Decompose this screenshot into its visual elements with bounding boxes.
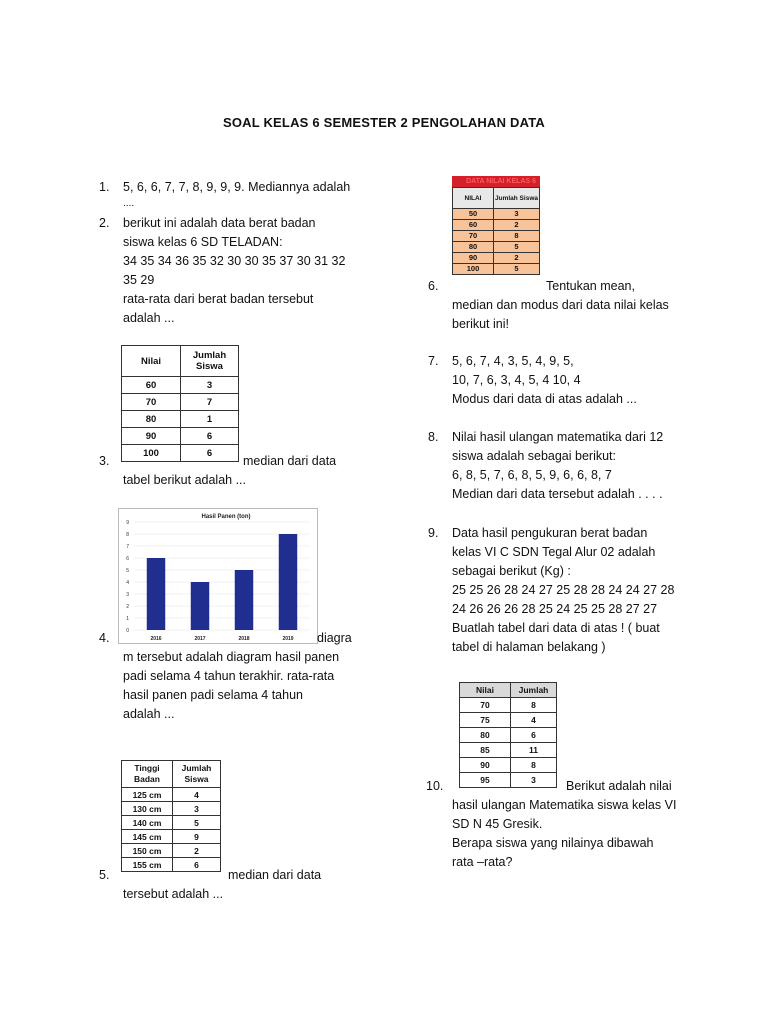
table-row — [453, 242, 540, 253]
table-header: Tinggi Badan — [122, 761, 173, 788]
question-3 — [99, 452, 383, 490]
question-9 — [428, 524, 732, 657]
question-line — [452, 777, 732, 796]
table-cell: 150 cm — [122, 844, 173, 858]
table-cell: 6 — [173, 858, 221, 872]
table-cell: 70 — [460, 698, 511, 713]
table-cell: 6 — [181, 428, 239, 445]
question-line: adalah ... — [123, 707, 175, 721]
y-tick-label: 0 — [126, 628, 129, 634]
y-tick-label: 6 — [126, 556, 129, 562]
question-line: tersebut adalah ... — [123, 887, 224, 901]
question-line: berikut ini! — [452, 317, 509, 331]
question-number: 7. — [428, 354, 439, 368]
question-number: 6. — [428, 279, 439, 293]
question-number: 9. — [428, 526, 439, 540]
bar — [235, 570, 253, 630]
table-header: NILAI — [453, 188, 494, 209]
table-cell: 130 cm — [122, 802, 173, 816]
question-line: Nilai hasil ulangan matematika dari 12 — [452, 430, 664, 444]
table-cell: 90 — [460, 758, 511, 773]
question-line: siswa kelas 6 SD TELADAN: — [123, 235, 283, 249]
question-line: 5, 6, 7, 4, 3, 5, 4, 9, 5, — [452, 354, 574, 368]
table-cell: 3 — [173, 802, 221, 816]
nilai-kelas-table — [452, 187, 540, 275]
table-header: Jumlah — [511, 683, 557, 698]
x-tick-label: 2017 — [194, 636, 206, 642]
question-line: tabel berikut adalah ... — [123, 473, 246, 487]
table-cell: 60 — [453, 220, 494, 231]
question-line: adalah ... — [123, 311, 175, 325]
question-line — [123, 866, 383, 885]
question-line: median dan modus dari data nilai kelas — [452, 298, 669, 312]
question-number: 5. — [99, 868, 110, 882]
question-line: 24 26 26 26 28 25 24 25 25 28 27 27 — [452, 602, 658, 616]
table-row — [122, 844, 221, 858]
question-1 — [99, 178, 383, 211]
table-cell: 90 — [453, 253, 494, 264]
question-line: Berapa siswa yang nilainya dibawah — [452, 836, 654, 850]
table-row — [460, 728, 557, 743]
question-line: 35 29 — [123, 273, 155, 287]
table-cell: 4 — [511, 713, 557, 728]
question-line: padi selama 4 tahun terakhir. rata-rata — [123, 669, 335, 683]
question-line: 10, 7, 6, 3, 4, 5, 4 10, 4 — [452, 373, 581, 387]
question-number: 10. — [426, 779, 444, 793]
y-tick-label: 7 — [126, 544, 129, 550]
y-tick-label: 4 — [126, 580, 129, 586]
table-header: Nilai — [122, 346, 181, 377]
table-cell: 80 — [122, 411, 181, 428]
page-title: SOAL KELAS 6 SEMESTER 2 PENGOLAHAN DATA — [222, 115, 545, 130]
x-tick-label: 2018 — [238, 636, 250, 642]
table-cell: 5 — [173, 816, 221, 830]
question-line: .... — [123, 198, 135, 209]
table-cell: 1 — [181, 411, 239, 428]
question-number: 3. — [99, 454, 110, 468]
question-number: 2. — [99, 216, 110, 230]
table-header: Jumlah Siswa — [494, 188, 540, 209]
bar — [147, 558, 165, 630]
question-line-tail: median dari data — [228, 868, 322, 882]
question-line — [452, 277, 712, 296]
question-line: Data hasil pengukuran berat badan — [452, 526, 648, 540]
table-cell: 100 — [122, 445, 181, 462]
y-tick-label: 8 — [126, 532, 129, 538]
table-cell: 125 cm — [122, 788, 173, 802]
question-line: rata-rata dari berat badan tersebut — [123, 292, 314, 306]
question-line-tail: median dari data — [243, 454, 337, 468]
question-line: Buatlah tabel dari data di atas ! ( buat — [452, 621, 660, 635]
table-cell: 9 — [173, 830, 221, 844]
question-number: 4. — [99, 631, 110, 645]
table-title: DATA NILAI KELAS 6 — [452, 176, 540, 187]
question-line: m tersebut adalah diagram hasil panen — [123, 650, 340, 664]
question-6 — [428, 277, 712, 334]
table-header: Nilai — [460, 683, 511, 698]
y-tick-label: 9 — [126, 520, 129, 526]
harvest-bar-chart — [118, 508, 318, 644]
table-cell: 3 — [181, 377, 239, 394]
table-cell: 2 — [173, 844, 221, 858]
table-cell: 60 — [122, 377, 181, 394]
table-cell: 7 — [181, 394, 239, 411]
table-cell: 2 — [494, 253, 540, 264]
question-line — [123, 629, 383, 648]
question-line: Modus dari data di atas adalah ... — [452, 392, 637, 406]
table-row — [453, 264, 540, 275]
table-row — [122, 802, 221, 816]
chart-title: Hasil Panen (ton) — [201, 514, 251, 520]
question-8 — [428, 428, 732, 504]
question-2 — [99, 214, 383, 328]
table-cell: 70 — [122, 394, 181, 411]
table-row — [460, 713, 557, 728]
table-cell: 4 — [173, 788, 221, 802]
table-row — [122, 377, 239, 394]
table-cell: 140 cm — [122, 816, 173, 830]
question-line-tail: Tentukan mean, — [546, 279, 635, 293]
table-row — [453, 253, 540, 264]
table-cell: 95 — [460, 773, 511, 788]
table-cell: 155 cm — [122, 858, 173, 872]
table-row — [122, 411, 239, 428]
question-line: 5, 6, 6, 7, 7, 8, 9, 9, 9. Mediannya adalah — [123, 180, 351, 194]
tinggi-badan-table — [121, 760, 221, 872]
question-line: berikut ini adalah data berat badan — [123, 216, 316, 230]
question-number: 8. — [428, 430, 439, 444]
table-cell: 6 — [511, 728, 557, 743]
table-row — [453, 220, 540, 231]
question-line: tabel di halaman belakang ) — [452, 640, 606, 654]
table-cell: 3 — [494, 209, 540, 220]
question-10 — [426, 777, 732, 872]
question-line: hasil panen padi selama 4 tahun — [123, 688, 303, 702]
question-4 — [99, 629, 383, 724]
y-tick-label: 2 — [126, 604, 129, 610]
table-row — [122, 830, 221, 844]
table-cell: 80 — [453, 242, 494, 253]
y-tick-label: 5 — [126, 568, 129, 574]
y-tick-label: 3 — [126, 592, 129, 598]
table-cell: 75 — [460, 713, 511, 728]
x-tick-label: 2019 — [282, 636, 294, 642]
table-cell: 8 — [494, 231, 540, 242]
table-cell: 6 — [181, 445, 239, 462]
bar — [279, 534, 297, 630]
table-cell: 8 — [511, 698, 557, 713]
table-cell: 100 — [453, 264, 494, 275]
x-tick-label: 2016 — [150, 636, 162, 642]
table-cell: 50 — [453, 209, 494, 220]
table-row — [453, 231, 540, 242]
table-row — [460, 698, 557, 713]
table-header: Jumlah Siswa — [181, 346, 239, 377]
table-cell: 2 — [494, 220, 540, 231]
table-cell: 70 — [453, 231, 494, 242]
question-line: Median dari data tersebut adalah . . . . — [452, 487, 663, 501]
question-number: 1. — [99, 180, 110, 194]
table-row — [453, 209, 540, 220]
question-line: siswa adalah sebagai berikut: — [452, 449, 616, 463]
table-row — [122, 394, 239, 411]
question-line: hasil ulangan Matematika siswa kelas VI — [452, 798, 677, 812]
table-cell: 80 — [460, 728, 511, 743]
table-cell: 5 — [494, 242, 540, 253]
question-line: kelas VI C SDN Tegal Alur 02 adalah — [452, 545, 656, 559]
question-5 — [99, 866, 383, 904]
table-cell: 8 — [511, 758, 557, 773]
table-cell: 145 cm — [122, 830, 173, 844]
table-cell: 11 — [511, 743, 557, 758]
nilai-kelas-table-block — [452, 176, 540, 275]
table-cell: 90 — [122, 428, 181, 445]
question-line-tail: diagra — [317, 631, 352, 645]
bar — [191, 582, 209, 630]
table-cell: 5 — [494, 264, 540, 275]
question-line — [123, 452, 383, 471]
question-line-tail: Berikut adalah nilai — [566, 779, 672, 793]
question-line: sebagai berikut (Kg) : — [452, 564, 571, 578]
question-line: 34 35 34 36 35 32 30 30 35 37 30 31 32 — [123, 254, 346, 268]
question-line: 6, 8, 5, 7, 6, 8, 5, 9, 6, 6, 8, 7 — [452, 468, 612, 482]
table-row — [460, 743, 557, 758]
question-line: 25 25 26 28 24 27 25 28 28 24 24 27 28 — [452, 583, 675, 597]
question-line: rata –rata? — [452, 855, 513, 869]
table-row — [122, 428, 239, 445]
table-header: Jumlah Siswa — [173, 761, 221, 788]
table-cell: 85 — [460, 743, 511, 758]
question-line: SD N 45 Gresik. — [452, 817, 543, 831]
table-row — [122, 788, 221, 802]
table-row — [460, 758, 557, 773]
nilai-table — [121, 345, 239, 462]
table-cell: 3 — [511, 773, 557, 788]
question-7 — [428, 352, 712, 409]
table-row — [122, 816, 221, 830]
y-tick-label: 1 — [126, 616, 129, 622]
nilai-jumlah-table — [459, 682, 557, 788]
